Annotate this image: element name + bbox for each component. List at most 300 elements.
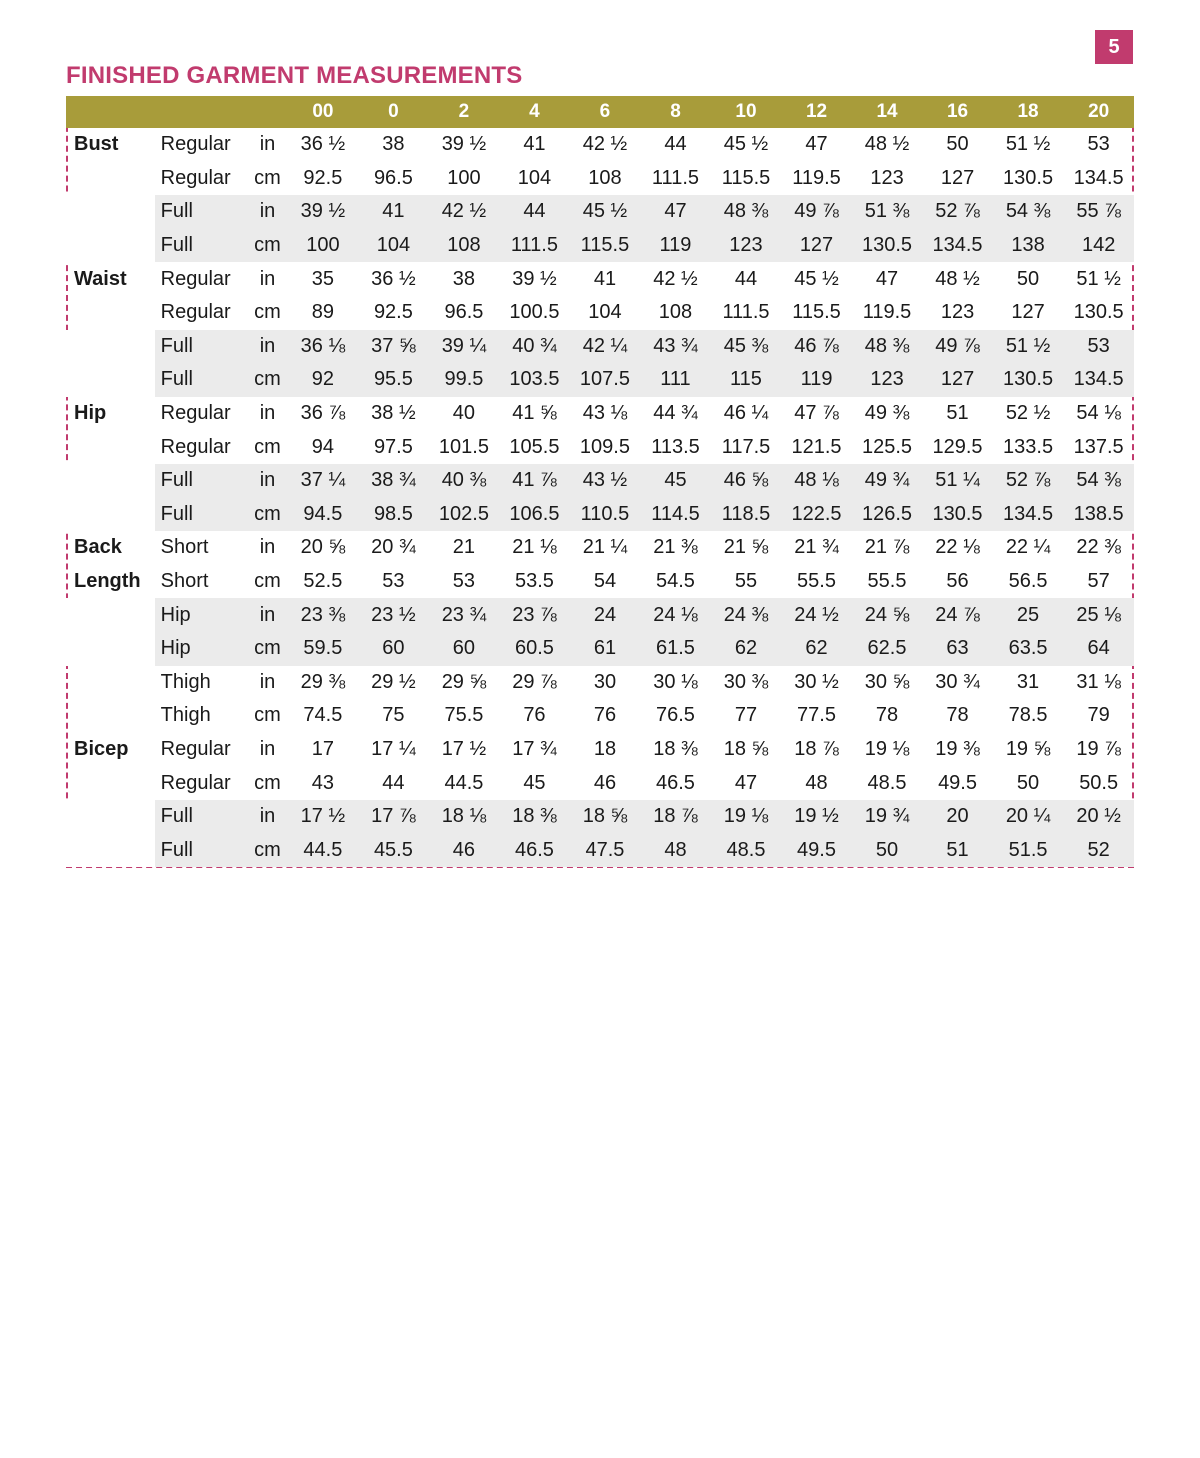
measurement-cell: 17 [311, 737, 335, 760]
measurement-cell: 44 [382, 771, 405, 794]
table-row [66, 833, 1134, 867]
measurement-cell: 18 ⅜ [499, 800, 570, 834]
unit-cell: cm [247, 229, 287, 263]
measurement-cell: 18 ⅜ [653, 737, 698, 760]
measurement-cell: 74.5 [303, 704, 343, 727]
measurement-cell: 133.5 [1003, 435, 1054, 458]
measurement-cell: 61.5 [640, 632, 711, 666]
table-row [66, 363, 1134, 397]
measurement-cell: 52 ½ [1005, 402, 1051, 425]
table-row [66, 531, 1134, 565]
table-row [66, 699, 1134, 733]
unit-cell: in [259, 737, 276, 760]
measurement-cell: 29 ⅜ [300, 670, 346, 693]
measurement-cell: 46.5 [499, 833, 570, 867]
measurement-cell: 75.5 [444, 704, 484, 727]
measurement-cell: 62.5 [852, 632, 923, 666]
measurement-cell: 20 ½ [1063, 800, 1134, 834]
measurement-cell: 21 ⅛ [512, 536, 557, 559]
fit-cell: Regular [160, 402, 231, 425]
measurement-cell: 36 ⅛ [288, 330, 359, 364]
measurement-cell: 50 [852, 833, 923, 867]
measurement-cell: 42 ½ [653, 267, 698, 290]
measurement-cell: 43 [311, 771, 335, 794]
measurement-cell: 77 [734, 704, 758, 727]
unit-cell: cm [247, 833, 287, 867]
measurement-cell: 19 ⅛ [711, 800, 782, 834]
measurement-cell: 111.5 [499, 229, 570, 263]
measurement-cell: 97.5 [373, 435, 413, 458]
measurement-cell: 78 [946, 704, 969, 727]
measurement-cell: 45.5 [358, 833, 429, 867]
measurement-cell: 30 ½ [794, 670, 839, 693]
measurement-cell: 45 ⅜ [711, 330, 782, 364]
measurement-cell: 130.5 [1073, 301, 1124, 324]
unit-cell: cm [247, 632, 287, 666]
category-cell: Hip [74, 402, 107, 425]
measurement-cell: 44.5 [288, 833, 359, 867]
measurement-cell: 49 ⅞ [781, 195, 852, 229]
measurement-cell: 19 ⅜ [935, 737, 980, 760]
measurement-cell: 52 ⅞ [993, 464, 1064, 498]
category-cell [66, 699, 155, 733]
category-cell [66, 464, 155, 498]
measurement-cell: 113.5 [651, 435, 700, 458]
measurement-cell: 78 [875, 704, 899, 727]
measurement-cell: 48 [640, 833, 711, 867]
size-header-cell: 2 [429, 96, 500, 128]
measurement-cell: 39 ½ [288, 195, 359, 229]
measurement-cell: 105.5 [509, 435, 560, 458]
unit-cell: in [247, 195, 287, 229]
table-row [66, 262, 1134, 296]
measurement-cell: 17 ½ [441, 737, 487, 760]
measurement-cell: 101.5 [438, 435, 489, 458]
table-row [66, 229, 1134, 263]
measurement-cell: 114.5 [640, 498, 711, 532]
table-row [66, 498, 1134, 532]
size-header-cell: 8 [640, 96, 711, 128]
measurement-cell: 104 [517, 166, 552, 189]
measurement-cell: 75 [382, 704, 405, 727]
measurement-cell: 96.5 [373, 166, 413, 189]
measurement-cell: 76 [523, 704, 546, 727]
measurement-cell: 79 [1087, 704, 1110, 727]
table-row [66, 128, 1134, 162]
measurement-cell: 108 [429, 229, 500, 263]
measurement-cell: 21 ¾ [794, 536, 839, 559]
measurement-cell: 37 ¼ [288, 464, 359, 498]
table-row [66, 800, 1134, 834]
measurement-cell: 38 ½ [371, 402, 416, 425]
header-blank-cell [155, 96, 248, 128]
measurement-cell: 17 ¼ [371, 737, 416, 760]
measurement-cell: 62 [711, 632, 782, 666]
category-cell [66, 632, 155, 666]
measurement-cell: 29 ⅝ [441, 670, 487, 693]
unit-cell: cm [254, 435, 281, 458]
unit-cell: cm [247, 498, 287, 532]
measurement-cell: 127 [940, 166, 975, 189]
measurement-cell: 40 [452, 402, 476, 425]
measurement-cell: 19 ⅛ [864, 737, 910, 760]
measurement-cell: 21 ⅞ [864, 536, 910, 559]
measurement-cell: 130.5 [993, 363, 1064, 397]
measurement-cell: 59.5 [288, 632, 359, 666]
measurement-cell: 51 [922, 833, 993, 867]
measurement-cell: 51 ½ [1076, 267, 1121, 290]
measurement-cell: 22 ⅛ [935, 536, 980, 559]
measurement-cell: 48 ½ [864, 133, 910, 156]
measurement-cell: 48.5 [867, 771, 907, 794]
measurement-cell: 37 ⅝ [358, 330, 429, 364]
measurement-cell: 49.5 [781, 833, 852, 867]
size-header-cell: 00 [288, 96, 359, 128]
fit-cell: Regular [160, 301, 231, 324]
measurement-cell: 24 ⅛ [640, 598, 711, 632]
fit-cell: Hip [155, 632, 248, 666]
measurement-cell: 20 ¼ [993, 800, 1064, 834]
measurement-cell: 46.5 [656, 771, 695, 794]
table-row [66, 733, 1134, 767]
measurement-cell: 54.5 [656, 570, 695, 593]
measurement-cell: 115.5 [721, 166, 771, 189]
measurement-cell: 19 ⅞ [1076, 737, 1121, 760]
measurement-cell: 36 ½ [371, 267, 416, 290]
measurement-cell: 18 ⅞ [640, 800, 711, 834]
category-cell: Bust [74, 133, 119, 156]
unit-cell: cm [254, 166, 281, 189]
measurement-cell: 20 ⅝ [300, 536, 346, 559]
measurement-cell: 50.5 [1079, 771, 1119, 794]
measurement-cell: 106.5 [499, 498, 570, 532]
table-row [66, 430, 1134, 464]
measurement-cell: 23 ½ [358, 598, 429, 632]
measurement-cell: 94 [311, 435, 335, 458]
measurement-cell: 104 [588, 301, 622, 324]
measurement-cell: 17 ⅞ [358, 800, 429, 834]
measurement-cell: 109.5 [579, 435, 630, 458]
measurement-cell: 45 ½ [570, 195, 641, 229]
measurement-cell: 92 [288, 363, 359, 397]
measurement-cell: 40 ¾ [499, 330, 570, 364]
unit-cell: cm [247, 363, 287, 397]
measurement-cell: 138 [993, 229, 1064, 263]
measurement-cell: 25 [993, 598, 1064, 632]
measurement-cell: 142 [1063, 229, 1134, 263]
measurement-cell: 119 [781, 363, 852, 397]
measurement-cell: 60 [429, 632, 500, 666]
measurement-cell: 123 [711, 229, 782, 263]
measurement-cell: 24 [570, 598, 641, 632]
measurement-cell: 30 [593, 670, 617, 693]
measurements-table-frame [66, 96, 1134, 868]
measurement-cell: 52 ⅞ [922, 195, 993, 229]
measurement-cell: 19 ⅝ [1005, 737, 1051, 760]
measurement-cell: 77.5 [797, 704, 836, 727]
measurement-cell: 48 ½ [935, 267, 980, 290]
measurement-cell: 55.5 [867, 570, 907, 593]
measurement-cell: 127 [922, 363, 993, 397]
measurement-cell: 47 ⅞ [794, 402, 839, 425]
measurement-cell: 122.5 [781, 498, 852, 532]
measurement-cell: 110.5 [570, 498, 641, 532]
measurement-cell: 57 [1087, 570, 1110, 593]
category-cell: Back [74, 536, 122, 559]
fit-cell: Full [155, 800, 248, 834]
measurement-cell: 30 ⅜ [723, 670, 769, 693]
size-header-cell: 6 [570, 96, 641, 128]
measurement-cell: 45 ½ [794, 267, 839, 290]
category-cell: Waist [74, 267, 127, 290]
category-cell [66, 833, 155, 867]
measurement-cell: 21 ⅝ [723, 536, 769, 559]
fit-cell: Thigh [160, 704, 211, 727]
measurement-cell: 138.5 [1063, 498, 1134, 532]
measurement-cell: 52.5 [303, 570, 343, 593]
measurement-cell: 123 [870, 166, 904, 189]
unit-cell: in [259, 670, 276, 693]
measurement-cell: 21 ⅜ [653, 536, 698, 559]
measurement-cell: 51 ½ [1005, 133, 1051, 156]
measurement-cell: 42 ½ [429, 195, 500, 229]
table-row [66, 632, 1134, 666]
unit-cell: cm [254, 301, 281, 324]
measurement-cell: 115.5 [570, 229, 641, 263]
measurement-cell: 54 ⅜ [1063, 464, 1134, 498]
measurement-cell: 117.5 [721, 435, 771, 458]
measurement-cell: 49 ⅞ [922, 330, 993, 364]
size-header-cell: 4 [499, 96, 570, 128]
measurement-cell: 127 [1011, 301, 1045, 324]
measurement-cell: 21 ¼ [582, 536, 628, 559]
measurement-cell: 46 ⅞ [781, 330, 852, 364]
fit-cell: Regular [160, 133, 231, 156]
fit-cell: Regular [160, 435, 231, 458]
measurement-cell: 41 [358, 195, 429, 229]
measurement-cell: 44 [734, 267, 758, 290]
measurement-cell: 51 ⅜ [852, 195, 923, 229]
table-row [66, 397, 1134, 431]
measurement-cell: 18 ⅛ [429, 800, 500, 834]
size-header-cell: 20 [1063, 96, 1134, 128]
measurement-cell: 48 ⅜ [852, 330, 923, 364]
measurement-cell: 24 ½ [781, 598, 852, 632]
measurement-cell: 23 ⅜ [288, 598, 359, 632]
size-header-cell: 18 [993, 96, 1064, 128]
measurement-cell: 118.5 [711, 498, 782, 532]
measurement-cell: 38 [452, 267, 476, 290]
unit-cell: in [247, 464, 287, 498]
measurement-cell: 30 ⅝ [864, 670, 910, 693]
measurement-cell: 98.5 [358, 498, 429, 532]
measurement-cell: 53 [382, 570, 405, 593]
measurement-cell: 47 [640, 195, 711, 229]
measurement-cell: 31 ⅛ [1076, 670, 1121, 693]
measurement-cell: 47 [875, 267, 899, 290]
fit-cell: Short [160, 536, 209, 559]
fit-cell: Full [155, 229, 248, 263]
measurement-cell: 55 ⅞ [1063, 195, 1134, 229]
measurement-cell: 40 ⅜ [429, 464, 500, 498]
category-cell [66, 296, 155, 330]
measurement-cell: 119 [640, 229, 711, 263]
measurement-cell: 39 ¼ [429, 330, 500, 364]
measurement-cell: 102.5 [429, 498, 500, 532]
measurement-cell: 53 [1087, 133, 1110, 156]
measurement-cell: 63 [922, 632, 993, 666]
measurement-cell: 108 [658, 301, 693, 324]
measurement-cell: 41 ⅝ [512, 402, 557, 425]
measurement-cell: 62 [781, 632, 852, 666]
measurement-cell: 99.5 [429, 363, 500, 397]
measurement-cell: 52 [1063, 833, 1134, 867]
measurement-cell: 134.5 [993, 498, 1064, 532]
category-cell [66, 800, 155, 834]
table-body [66, 128, 1134, 867]
measurement-cell: 36 ⅞ [300, 402, 346, 425]
measurement-cell: 49 ⅜ [864, 402, 910, 425]
measurement-cell: 50 [1016, 771, 1040, 794]
measurement-cell: 123 [852, 363, 923, 397]
category-cell [66, 498, 155, 532]
category-cell: Bicep [74, 737, 129, 760]
measurement-cell: 121.5 [791, 435, 842, 458]
measurement-cell: 30 ⅛ [653, 670, 698, 693]
measurement-cell: 51 ½ [993, 330, 1064, 364]
measurement-cell: 45 [640, 464, 711, 498]
measurement-cell: 48 ⅜ [711, 195, 782, 229]
measurement-cell: 46 [429, 833, 500, 867]
fit-cell: Full [155, 498, 248, 532]
measurement-cell: 24 ⅜ [711, 598, 782, 632]
unit-cell: in [259, 402, 276, 425]
measurement-cell: 56.5 [1008, 570, 1048, 593]
measurement-cell: 29 ½ [371, 670, 416, 693]
measurement-cell: 39 ½ [512, 267, 557, 290]
measurement-cell: 36 ½ [300, 133, 346, 156]
measurement-cell: 92.5 [303, 166, 343, 189]
measurement-cell: 119.5 [862, 301, 912, 324]
category-cell [66, 162, 155, 196]
table-row [66, 766, 1134, 800]
measurement-cell: 55 [734, 570, 758, 593]
measurement-cell: 21 [452, 536, 476, 559]
page-title: FINISHED GARMENT MEASUREMENTS [66, 62, 523, 89]
measurement-cell: 45 [523, 771, 546, 794]
size-header-cell: 14 [852, 96, 923, 128]
table-row [66, 666, 1134, 700]
measurement-cell: 49 ¾ [852, 464, 923, 498]
measurement-cell: 78.5 [1008, 704, 1048, 727]
measurement-cell: 104 [358, 229, 429, 263]
measurement-cell: 111 [640, 363, 711, 397]
measurement-cell: 129.5 [932, 435, 983, 458]
measurement-cell: 56 [946, 570, 969, 593]
measurement-cell: 20 [922, 800, 993, 834]
measurement-cell: 46 [593, 771, 617, 794]
fit-cell: Regular [160, 267, 231, 290]
measurement-cell: 44.5 [444, 771, 484, 794]
measurement-cell: 95.5 [358, 363, 429, 397]
measurement-cell: 53.5 [514, 570, 554, 593]
table-row [66, 195, 1134, 229]
category-cell: Length [74, 570, 141, 593]
measurement-cell: 54 [593, 570, 617, 593]
measurement-cell: 19 ¾ [852, 800, 923, 834]
measurement-cell: 111.5 [722, 301, 770, 324]
measurement-cell: 134.5 [1073, 166, 1124, 189]
size-header-cell: 12 [781, 96, 852, 128]
fit-cell: Full [155, 464, 248, 498]
measurement-cell: 44 [664, 133, 687, 156]
size-header-row [66, 96, 1134, 128]
unit-cell: cm [254, 704, 281, 727]
measurement-cell: 76 [593, 704, 617, 727]
unit-cell: in [247, 800, 287, 834]
measurement-cell: 60.5 [499, 632, 570, 666]
measurement-cell: 38 ¾ [358, 464, 429, 498]
measurement-cell: 18 ⅞ [794, 737, 839, 760]
measurement-cell: 29 ⅞ [512, 670, 557, 693]
measurement-cell: 41 [593, 267, 617, 290]
measurement-cell: 51 [946, 402, 969, 425]
measurement-cell: 130.5 [922, 498, 993, 532]
measurement-cell: 35 [311, 267, 335, 290]
measurement-cell: 25 ⅛ [1063, 598, 1134, 632]
category-cell [66, 330, 155, 364]
measurement-cell: 127 [781, 229, 852, 263]
measurement-cell: 47 [805, 133, 828, 156]
measurement-cell: 17 ¾ [512, 737, 557, 760]
measurements-table [66, 96, 1134, 867]
measurement-cell: 51.5 [993, 833, 1064, 867]
table-row [66, 296, 1134, 330]
measurement-cell: 92.5 [373, 301, 413, 324]
measurement-cell: 55.5 [797, 570, 836, 593]
measurement-cell: 53 [452, 570, 476, 593]
measurement-cell: 39 ½ [441, 133, 487, 156]
measurement-cell: 61 [570, 632, 641, 666]
unit-cell: cm [254, 570, 281, 593]
category-cell [66, 666, 155, 700]
measurement-cell: 20 ¾ [371, 536, 416, 559]
measurement-cell: 63.5 [993, 632, 1064, 666]
fit-cell: Regular [160, 771, 231, 794]
table-row [66, 598, 1134, 632]
measurement-cell: 49.5 [938, 771, 977, 794]
measurement-cell: 42 ½ [582, 133, 628, 156]
measurement-cell: 100 [447, 166, 481, 189]
measurement-cell: 94.5 [288, 498, 359, 532]
measurement-cell: 60 [358, 632, 429, 666]
measurement-cell: 137.5 [1073, 435, 1124, 458]
category-cell [66, 195, 155, 229]
table-row [66, 565, 1134, 599]
measurement-cell: 43 ¾ [640, 330, 711, 364]
measurement-cell: 115 [711, 363, 782, 397]
measurement-cell: 64 [1063, 632, 1134, 666]
fit-cell: Full [155, 195, 248, 229]
size-header-cell: 0 [358, 96, 429, 128]
measurement-cell: 89 [311, 301, 335, 324]
size-header-cell: 10 [711, 96, 782, 128]
measurement-cell: 50 [1016, 267, 1040, 290]
category-cell [66, 598, 155, 632]
measurement-cell: 50 [946, 133, 969, 156]
fit-cell: Regular [160, 166, 231, 189]
category-cell [66, 229, 155, 263]
